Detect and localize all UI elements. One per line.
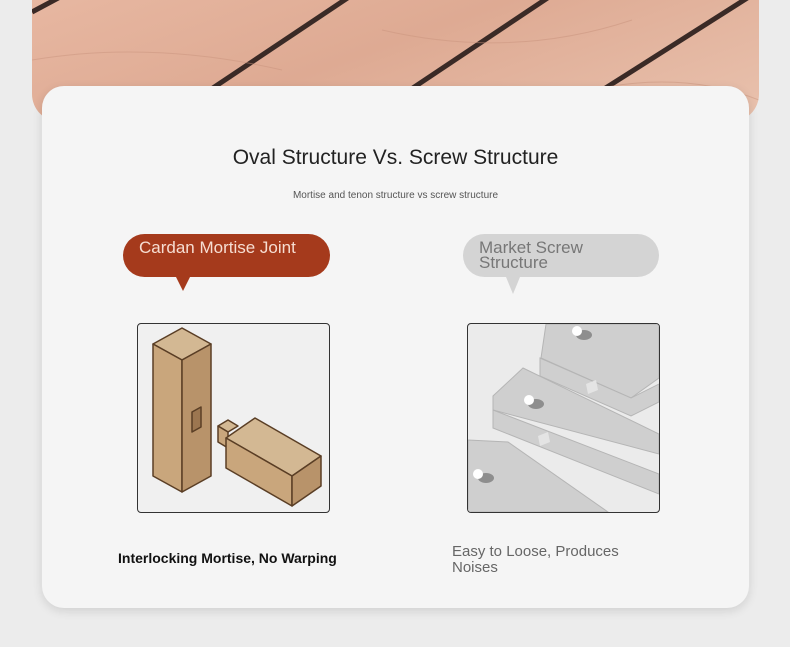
mortise-tenon-joint-icon: [138, 324, 329, 512]
page-subtitle: Mortise and tenon structure vs screw structure: [292, 190, 499, 201]
screw-caption: Easy to Loose, Produces Noises: [452, 543, 619, 576]
page-title: Oval Structure Vs. Screw Structure: [232, 146, 559, 169]
screw-illustration: [467, 323, 660, 513]
badge-tail: [506, 277, 520, 294]
badge-tail: [176, 277, 190, 291]
mortise-badge: [123, 234, 330, 277]
comparison-card: [42, 86, 749, 608]
mortise-illustration: [137, 323, 330, 513]
screwed-slats-icon: [468, 324, 659, 512]
screw-badge-label: Market Screw Structure: [479, 238, 583, 272]
mortise-badge-label: Cardan Mortise Joint: [139, 238, 296, 257]
mortise-caption: Interlocking Mortise, No Warping: [118, 550, 337, 566]
screw-badge: [463, 234, 659, 277]
